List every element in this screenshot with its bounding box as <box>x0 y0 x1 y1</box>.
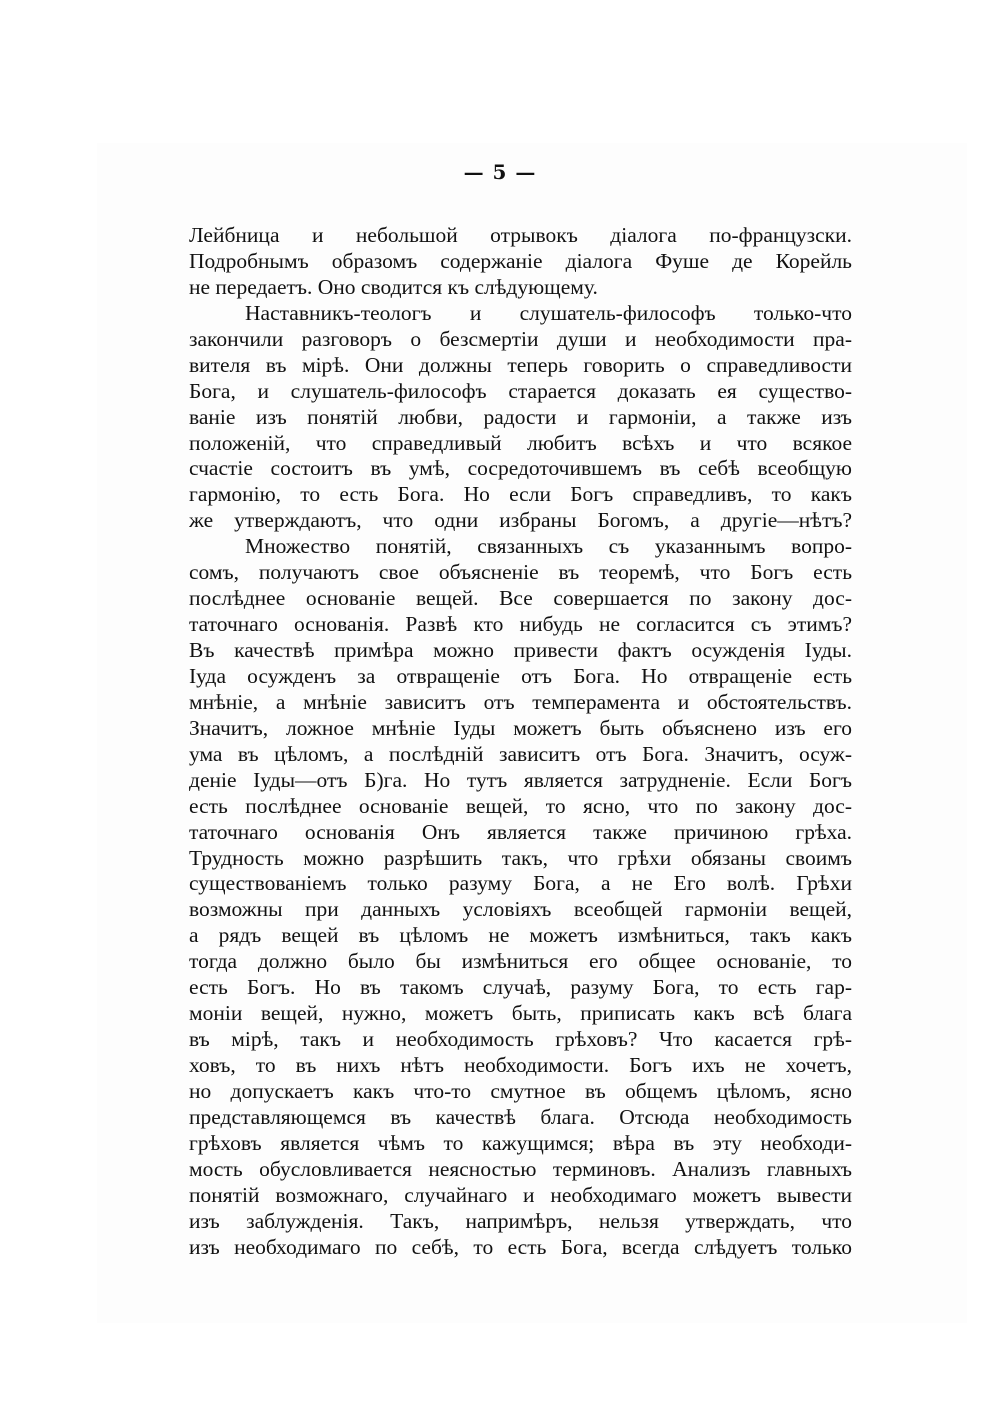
text-line: но допускаетъ какъ что-то смутное въ общемъ цѣломъ, ясно <box>189 1078 852 1103</box>
text-line: сомъ, получаютъ свое объясненіе въ теоремѣ, что Богъ есть <box>189 560 852 585</box>
text-line: вителя въ мірѣ. Они должны теперь говорить о справедливости <box>189 352 852 377</box>
text-line: ховъ, то въ нихъ нѣтъ необходимости. Богъ ихъ не хочетъ, <box>189 1053 852 1077</box>
text-line: тогда должно было бы измѣниться его общее основаніе, то <box>189 949 852 974</box>
text-line: положеній, что справедливый любитъ всѣхъ и что всякое <box>189 430 852 455</box>
text-line: Іуда осужденъ за отвращеніе отъ Бога. Но отвращеніе есть <box>189 663 852 688</box>
text-line: ума въ цѣломъ, а послѣдній зависитъ отъ Бога. Значитъ, осуж- <box>189 741 852 766</box>
text-line: моніи вещей, нужно, можетъ быть, приписать какъ всѣ блага <box>189 1001 852 1026</box>
page-number: — 5 — <box>463 160 537 184</box>
text-line: существованіемъ только разуму Бога, а не Его волѣ. Грѣхи <box>189 871 852 896</box>
text-line: ваніе изъ понятій любви, радости и гармоніи, а также изъ <box>189 404 852 429</box>
text-line: таточнаго основанія. Развѣ кто нибудь не согласится съ этимъ? <box>189 612 852 637</box>
text-line: мость обусловливается неясностью терминовъ. Анализъ главныхъ <box>189 1156 852 1181</box>
text-line: Трудность можно разрѣшить такъ, что грѣхи обязаны своимъ <box>189 845 852 870</box>
text-line: не передаетъ. Оно сводится къ слѣдующему. <box>189 274 598 299</box>
text-line: грѣховъ является чѣмъ то кажущимся; вѣра въ эту необходи- <box>189 1130 852 1155</box>
text-line: мнѣніе, а мнѣніе зависитъ отъ темперамента и обстоятельствъ. <box>189 689 852 714</box>
text-line: Бога, и слушатель-философъ старается доказать ея существо- <box>189 378 852 403</box>
body-text <box>189 223 852 1261</box>
text-line: есть Богъ. Но въ такомъ случаѣ, разуму Бога, то есть гар- <box>189 975 852 1000</box>
text-line: гармонію, то есть Бога. Но если Богъ справедливъ, то какъ <box>189 482 852 507</box>
text-line: понятій возможнаго, случайнаго и необходимаго можетъ вывести <box>189 1182 852 1207</box>
text-line: Множество понятій, связанныхъ съ указаннымъ вопро- <box>245 534 852 559</box>
text-line: Значитъ, ложное мнѣніе Іуды можетъ быть объяснено изъ его <box>189 715 852 740</box>
text-line: представляющемся въ качествѣ блага. Отсюда необходимость <box>189 1104 852 1129</box>
text-line: Въ качествѣ примѣра можно привести фактъ осужденія Іуды. <box>189 638 852 662</box>
text-line: же утверждаютъ, что одни избраны Богомъ, а другіе—нѣтъ? <box>189 508 852 533</box>
text-line: возможны при данныхъ условіяхъ всеобщей гармоніи вещей, <box>189 897 852 922</box>
text-line: а рядъ вещей въ цѣломъ не можетъ измѣниться, такъ какъ <box>189 923 852 948</box>
text-line: послѣднее основаніе вещей. Все совершается по закону дос- <box>189 586 852 611</box>
text-line: деніе Іуды—отъ Б)га. Но тутъ является затрудненіе. Если Богъ <box>189 767 852 792</box>
text-line: въ мірѣ, такъ и необходимость грѣховъ? Что касается грѣ- <box>189 1027 852 1052</box>
text-line: таточнаго основанія Онъ является также причиною грѣха. <box>189 819 852 844</box>
text-line: Лейбница и небольшой отрывокъ діалога по-французски. <box>189 223 852 247</box>
text-line: изъ заблужденія. Такъ, напримѣръ, нельзя утверждать, что <box>189 1208 852 1233</box>
text-line: изъ необходимаго по себѣ, то есть Бога, всегда слѣдуетъ только <box>189 1234 852 1259</box>
text-line: закончили разговоръ о безсмертіи души и необходимости пра- <box>189 326 852 351</box>
text-line: Наставникъ-теологъ и слушатель-философъ только-что <box>245 300 852 325</box>
text-line: счастіе состоитъ въ умѣ, сосредоточившемъ въ себѣ всеобщую <box>189 456 852 481</box>
text-line: есть послѣднее основаніе вещей, то ясно, что по закону дос- <box>189 793 852 818</box>
text-line: Подробнымъ образомъ содержаніе діалога Фуше де Корейль <box>189 248 852 273</box>
